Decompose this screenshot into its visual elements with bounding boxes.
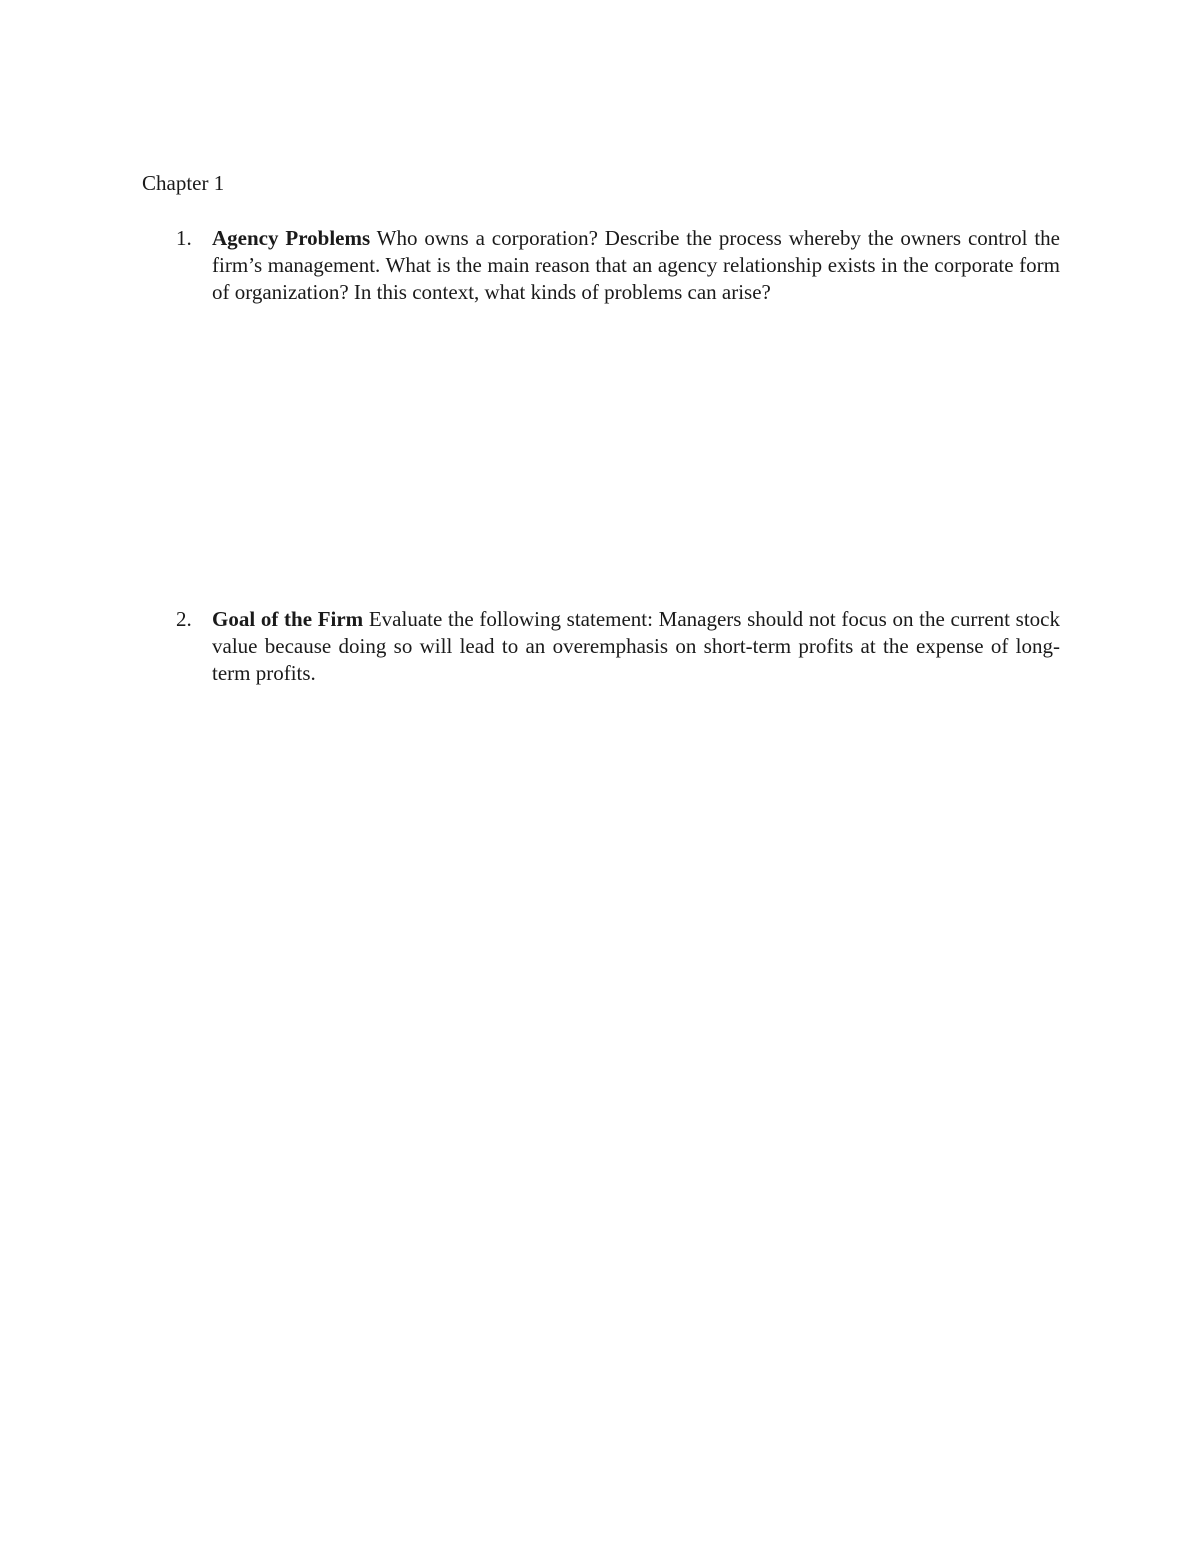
question-body (212, 606, 1060, 687)
question-text: Evaluate the following statement: Managers should not focus on the current stock value because doing so will lead to an overemphasis on short-term profits at the expense of long-term profits. (212, 607, 1060, 685)
question-number: 2. (176, 607, 192, 631)
question-number: 1. (176, 226, 192, 250)
chapter-heading: Chapter 1 (142, 171, 225, 195)
question-text: Who owns a corporation? Describe the process whereby the owners control the firm’s management. What is the main reason that an agency relationship exists in the corporate form of organization? In this context, what kinds of problems can arise? (212, 226, 1060, 304)
question-title: Goal of the Firm (212, 607, 364, 631)
question-item (142, 606, 1060, 687)
question-item (142, 225, 1060, 306)
question-body (212, 225, 1060, 306)
question-title: Agency Problems (212, 226, 371, 250)
